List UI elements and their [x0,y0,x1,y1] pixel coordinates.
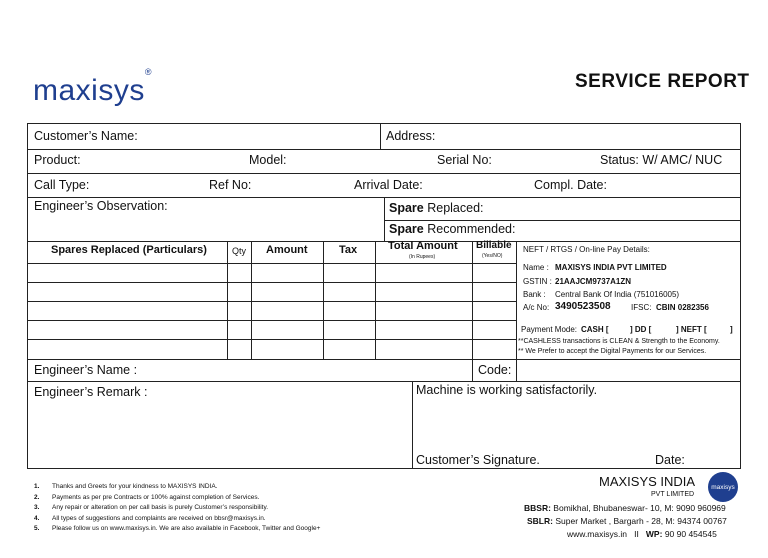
payment-heading: NEFT / RTGS / On-line Pay Details: [523,245,650,254]
machine-status-text: Machine is working satisfactorily. [416,383,598,397]
footer-note-1: 1. Thanks and Greets for your kindness to MAXISYS INDIA. [34,483,218,490]
engineer-remark-label: Engineer’s Remark : [34,385,148,399]
footer-note-2: 2. Payments as per pre Contracts or 100% against completion of Services. [34,493,260,501]
engineer-name-label: Engineer’s Name : [34,363,138,377]
address-label: Address: [386,129,436,143]
payment-mode-cash[interactable]: CASH [ [581,325,609,334]
cashless-note: **CASHLESS transactions is CLEAN & Strength to the Economy. [518,338,720,345]
payment-mode-label: Payment Mode: [521,325,578,334]
pay-bank-label: Bank : [523,290,546,299]
engineer-observation-label: Engineer’s Observation: [34,199,168,213]
sblr-address: SBLR: Super Market , Bargarh - 28, M: 94374 00767 [527,516,727,526]
whatsapp-number: 90 90 454545 [664,529,717,539]
spare-replaced-label: Spare Replaced: [389,201,484,215]
pay-name-value: MAXISYS INDIA PVT LIMITED [555,263,667,272]
prefer-note: ** We Prefer to accept the Digital Payments for our Services. [518,348,707,355]
compl-date-label: Compl. Date: [534,178,607,192]
status-label: Status: W/ AMC/ NUC [600,153,723,167]
col-billable: Billable [476,240,512,251]
pay-ifsc-value: CBIN 0282356 [656,303,709,312]
footer-note-3: 3. Any repair or alteration on per call basis is purely Customer’s responsibility. [34,504,269,511]
payment-mode-neft[interactable]: ] NEFT [ [676,325,707,334]
model-label: Model: [249,153,287,167]
col-tax: Tax [339,244,358,256]
arrival-date-label: Arrival Date: [354,178,423,192]
pay-ac-label: A/c No: [523,303,550,312]
company-sub: PVT LIMITED [651,491,695,498]
company-logo [33,67,152,108]
call-type-label: Call Type: [34,178,90,192]
website-link[interactable]: www.maxisys.in [567,529,627,539]
pay-gstin-value: 21AAJCM9737A1ZN [555,277,632,286]
ref-no-label: Ref No: [209,178,252,192]
pay-bank-value: Central Bank Of India (751016005) [555,290,680,299]
registered-mark: ® [144,67,152,77]
footer-note-4: 4. All types of suggestions and complaints are received on bbsr@maxisys.in. [34,514,266,522]
footer-notes [34,483,320,536]
col-total-amount: Total Amount [388,240,458,252]
page-title: SERVICE REPORT [575,71,750,92]
company-emblem: maxisys [708,472,738,502]
col-amount: Amount [266,244,308,256]
col-total-sub: (In Rupees) [409,254,436,260]
col-qty: Qty [232,246,247,256]
product-label: Product: [34,153,81,167]
logo-text: maxisys [33,74,145,107]
pay-ac-value: 3490523508 [555,301,611,312]
contact-line: www.maxisys.in II WP: 90 90 454545 [567,529,717,539]
pay-name-label: Name : [523,263,549,272]
customer-name-label: Customer’s Name: [34,129,138,143]
payment-mode-end: ] [730,325,733,334]
pay-ifsc-label: IFSC: [631,303,652,312]
spare-recommended-label: Spare Recommended: [389,222,516,236]
serial-no-label: Serial No: [437,153,492,167]
payment-mode-dd[interactable]: ] DD [ [630,325,652,334]
col-billable-sub: (Yes/NO) [482,253,503,259]
pay-gstin-label: GSTIN : [523,277,552,286]
bbsr-address: BBSR: Bomikhal, Bhubaneswar- 10, M: 9090 960969 [524,503,726,513]
date-label: Date: [655,453,685,467]
footer-note-5: 5. Please follow us on www.maxisys.in. We are also available in Facebook, Twitter and Google+ [34,525,321,532]
col-particulars: Spares Replaced (Particulars) [51,244,207,256]
company-name: MAXISYS INDIA [599,474,696,489]
customer-signature-label: Customer’s Signature. [416,453,540,467]
code-label: Code: [478,363,512,377]
